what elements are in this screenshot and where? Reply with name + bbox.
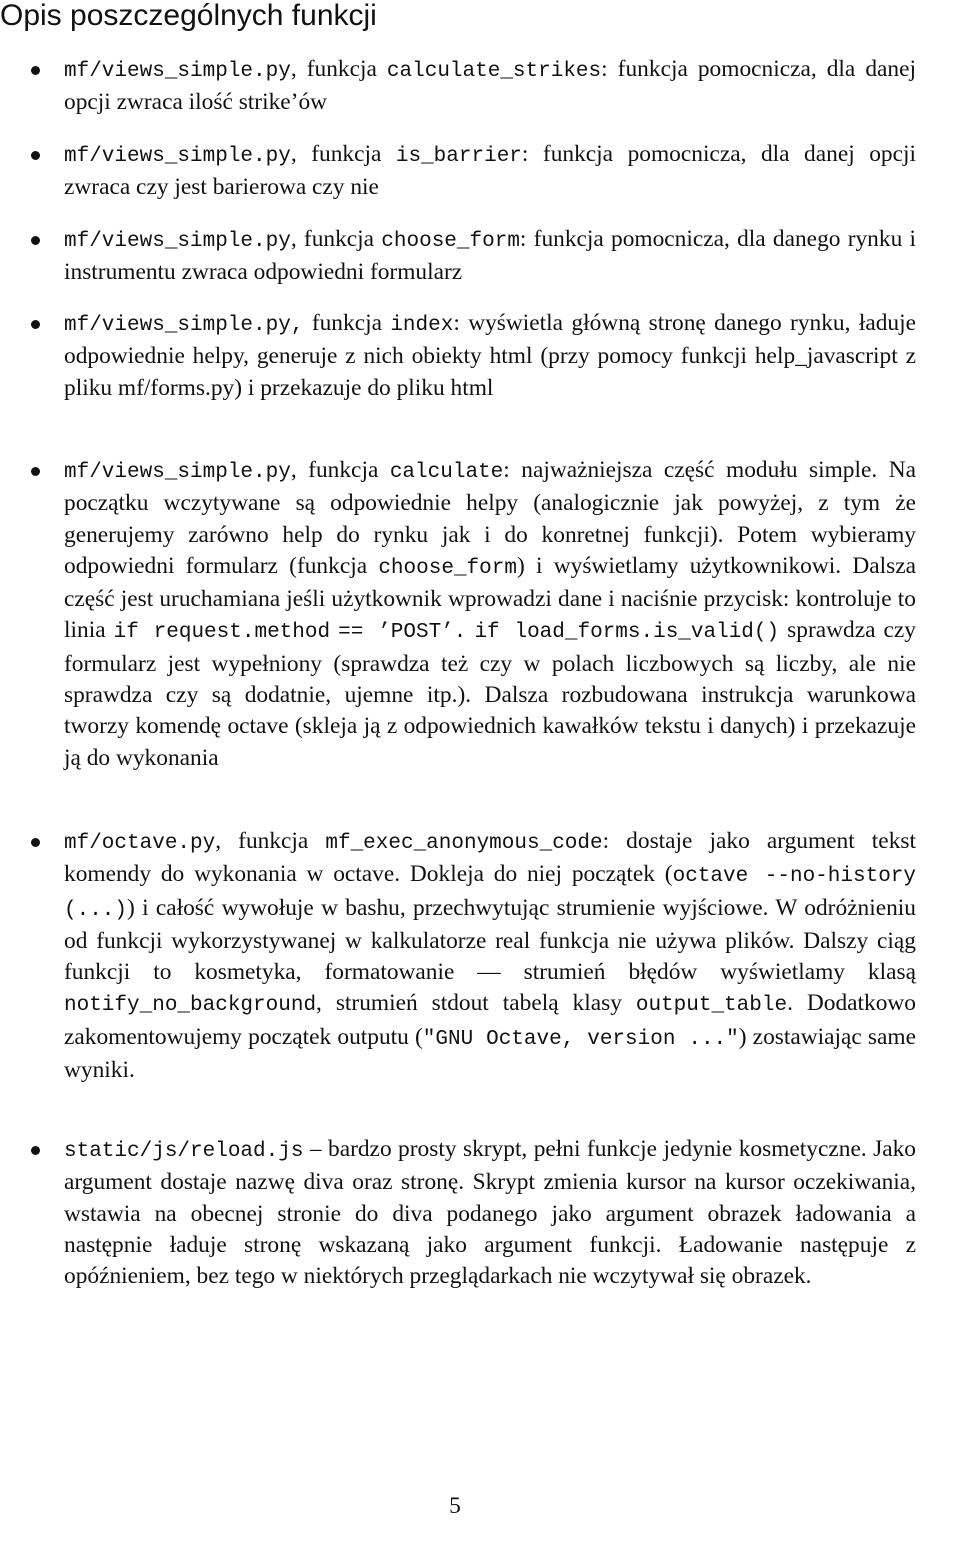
item-separator: , funkcja [215, 828, 326, 854]
bullet-icon [31, 838, 40, 847]
item-description: ) i całość wywołuje w bashu, przechwytując strumienie wyjściowe. W odróżnieniu od funkcji wykorzystywanej w kalkulatorze real funkcja nie używa plików. Dalszy ciąg funkcji to kosmetyka, formatowanie — strumień błędów wyświetlamy klasą [64, 894, 916, 986]
file-path: mf/octave.py [64, 832, 216, 855]
function-name: calculate_strikes [386, 60, 602, 83]
function-name: choose_form [378, 556, 517, 580]
class-name: notify_no_background [64, 994, 317, 1018]
list-item-reload-js [64, 1134, 916, 1292]
function-name: is_barrier [395, 145, 522, 168]
file-path: mf/views_simple.py [64, 230, 291, 253]
class-name: output_table [635, 994, 788, 1018]
section-heading: Opis poszczególnych funkcji [0, 0, 377, 32]
item-separator: , funkcja [290, 141, 396, 167]
list-item-choose-form [64, 224, 916, 289]
function-name: calculate [389, 461, 504, 484]
code-snippet: "GNU Octave, version ..." [422, 1027, 739, 1051]
code-snippet: if request.method [113, 621, 331, 645]
list-item-calculate [64, 455, 916, 774]
page-number: 5 [449, 1493, 461, 1519]
item-description: ) zostawiając same wyniki. [64, 1023, 916, 1084]
item-description: : funkcja pomocnicza, dla danej opcji zwraca ilość strike’ów [64, 56, 917, 116]
item-description: : wyświetla główną stronę danego rynku, ładuje odpowiednie helpy, generuje z nich obiekty html (przy pomocy funkcji help_javascript z pliku mf/forms.py) i przekazuje do pliku html [64, 310, 916, 401]
list-item-calculate-strikes [64, 54, 916, 119]
code-snippet: octave --no-history (...) [64, 865, 916, 922]
function-name: index [390, 314, 454, 337]
code-snippet: if load_forms.is_valid() [474, 621, 780, 645]
item-separator: , funkcja [290, 457, 390, 483]
item-description: : funkcja pomocnicza, dla danej opcji zwraca czy jest barierowa czy nie [64, 141, 916, 201]
bullet-icon [31, 151, 40, 160]
file-path: mf/views_simple.py [64, 60, 291, 83]
item-separator: , funkcja [290, 226, 382, 252]
item-separator: , funkcja [290, 56, 387, 82]
item-separator: funkcja [303, 310, 391, 336]
file-path: mf/views_simple.py, [64, 314, 304, 337]
item-description: : dostaje jako argument tekst komendy do wykonania w octave. Dokleja do niej początek ( [64, 828, 916, 888]
file-path: static/js/reload.js [64, 1140, 304, 1163]
bullet-icon [31, 1146, 40, 1155]
code-snippet: == ’POST’. [338, 621, 467, 645]
item-description: – bardzo prosty skrypt, pełni funkcje jedynie kosmetyczne. Jako argument dostaje nazwę diva oraz stronę. Skrypt zmienia kursor na kursor oczekiwania, wstawia na obecnej stronie do diva podanego jako argument obrazek ładowania a następnie ładuje stronę wskazaną jako argument funkcji. Ładowanie następuje z opóźnieniem, bez tego w niektórych przeglądarkach nie wczytywał się obrazek. [64, 1136, 916, 1290]
file-path: mf/views_simple.py [64, 461, 291, 484]
item-description: sprawdza czy formularz jest wypełniony (sprawdza też czy w polach liczbowych są liczby, ale nie sprawdza czy są dodatnie, ujemne itp.). Dalsza rozbudowana instrukcja warunkowa tworzy komendę octave (skleja ją z odpowiednich kawałków tekstu i danych) i przekazuje ją do wykonania [64, 617, 916, 771]
item-description: : funkcja pomocnicza, dla danego rynku i instrumentu zwraca odpowiedni formularz [64, 226, 916, 286]
bullet-icon [31, 467, 40, 476]
list-item-mf-exec-anonymous-code [64, 826, 916, 1086]
function-name: choose_form [381, 230, 520, 253]
item-description: ) i wyświetlamy użytkownikowi. Dalsza część jest uruchamiana jeśli użytkownik wprowadzi dane i naciśnie przycisk: kontroluje to linia [64, 552, 916, 644]
bullet-icon [31, 236, 40, 245]
item-description: . Dodatkowo zakomentowujemy początek outputu ( [64, 990, 917, 1050]
function-name: mf_exec_anonymous_code [325, 832, 603, 855]
list-item-index [64, 308, 916, 404]
bullet-icon [31, 320, 40, 329]
item-description: : najważniejsza część modułu simple. Na początku wczytywane są odpowiednie helpy (analogicznie jak powyżej, z tym że generujemy zarówno help do rynku jak i do konretnej funkcji). Potem wybieramy odpowiedni formularz (funkcja [64, 457, 916, 579]
list-item-is-barrier [64, 139, 916, 204]
item-description: , strumień stdout tabelą klasy [316, 990, 636, 1017]
file-path: mf/views_simple.py [64, 145, 291, 168]
bullet-icon [31, 66, 40, 75]
